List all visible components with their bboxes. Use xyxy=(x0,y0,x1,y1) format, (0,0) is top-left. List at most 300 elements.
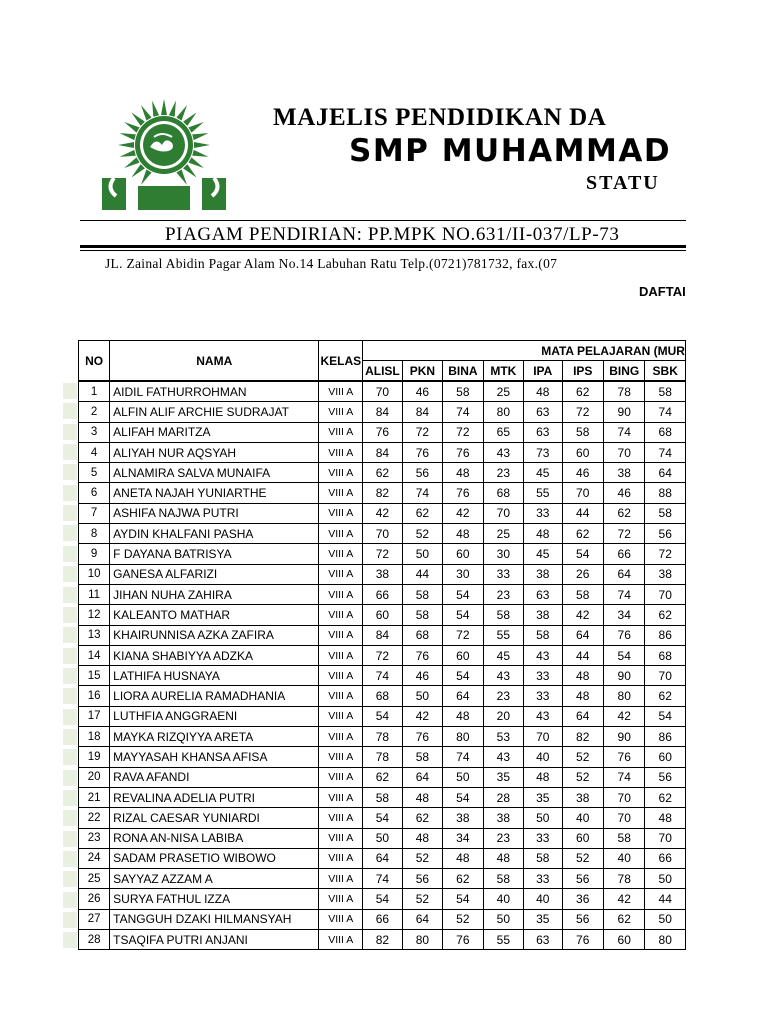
table-row xyxy=(79,808,686,828)
score-cell: 55 xyxy=(524,483,562,503)
score-cell: 42 xyxy=(443,503,483,523)
row-marker xyxy=(63,607,77,623)
score-cell: 74 xyxy=(363,666,402,686)
score-cell: 35 xyxy=(524,909,562,929)
table-row xyxy=(79,483,686,503)
score-cell: 76 xyxy=(443,483,483,503)
score-cell: 82 xyxy=(562,727,603,747)
row-marker xyxy=(63,749,77,765)
row-marker xyxy=(63,505,77,521)
score-cell: 46 xyxy=(402,666,442,686)
class-cell: VIII A xyxy=(319,808,363,828)
score-cell: 84 xyxy=(363,625,402,645)
row-marker xyxy=(63,790,77,806)
score-cell: 60 xyxy=(363,605,402,625)
student-name: SAYYAZ AZZAM A xyxy=(110,869,319,889)
student-name: ALIFAH MARITZA xyxy=(110,422,319,442)
score-cell: 62 xyxy=(645,787,686,807)
score-cell: 78 xyxy=(363,727,402,747)
table-row xyxy=(79,828,686,848)
score-cell: 63 xyxy=(524,584,562,604)
score-cell: 70 xyxy=(603,787,644,807)
score-cell: 64 xyxy=(443,686,483,706)
score-cell: 86 xyxy=(645,625,686,645)
score-cell: 78 xyxy=(603,869,644,889)
score-cell: 65 xyxy=(483,422,523,442)
score-cell: 60 xyxy=(603,930,644,950)
score-cell: 62 xyxy=(603,909,644,929)
score-cell: 76 xyxy=(443,930,483,950)
score-cell: 54 xyxy=(363,706,402,726)
score-cell: 48 xyxy=(402,828,442,848)
score-cell: 43 xyxy=(524,645,562,665)
table-row xyxy=(79,625,686,645)
table-row xyxy=(79,848,686,868)
row-marker xyxy=(63,383,77,399)
score-cell: 42 xyxy=(603,706,644,726)
table-row xyxy=(79,524,686,544)
row-number: 21 xyxy=(79,787,110,807)
score-cell: 58 xyxy=(402,747,442,767)
class-cell: VIII A xyxy=(319,706,363,726)
score-cell: 70 xyxy=(483,503,523,523)
row-number: 15 xyxy=(79,666,110,686)
score-cell: 90 xyxy=(603,402,644,422)
subject-header: IPA xyxy=(524,361,562,382)
table-row xyxy=(79,503,686,523)
table-row xyxy=(79,889,686,909)
score-cell: 46 xyxy=(562,463,603,483)
score-cell: 78 xyxy=(363,747,402,767)
score-cell: 70 xyxy=(562,483,603,503)
table-row xyxy=(79,442,686,462)
class-cell: VIII A xyxy=(319,625,363,645)
score-cell: 68 xyxy=(645,422,686,442)
score-cell: 86 xyxy=(645,727,686,747)
score-cell: 72 xyxy=(443,422,483,442)
score-cell: 52 xyxy=(562,848,603,868)
score-cell: 64 xyxy=(603,564,644,584)
organization-title: MAJELIS PENDIDIKAN DA xyxy=(273,104,607,131)
score-cell: 56 xyxy=(562,909,603,929)
score-cell: 38 xyxy=(603,463,644,483)
score-cell: 48 xyxy=(524,381,562,402)
row-number: 23 xyxy=(79,828,110,848)
table-row xyxy=(79,422,686,442)
score-cell: 55 xyxy=(483,625,523,645)
score-cell: 84 xyxy=(363,442,402,462)
score-cell: 44 xyxy=(645,889,686,909)
row-marker xyxy=(63,871,77,887)
class-cell: VIII A xyxy=(319,930,363,950)
subject-header: MTK xyxy=(483,361,523,382)
class-cell: VIII A xyxy=(319,767,363,787)
student-name: ANETA NAJAH YUNIARTHE xyxy=(110,483,319,503)
score-cell: 70 xyxy=(363,381,402,402)
row-number: 14 xyxy=(79,645,110,665)
row-marker xyxy=(63,851,77,867)
row-marker xyxy=(63,566,77,582)
score-cell: 48 xyxy=(483,848,523,868)
score-cell: 64 xyxy=(363,848,402,868)
score-cell: 76 xyxy=(603,747,644,767)
score-cell: 78 xyxy=(603,381,644,402)
table-row xyxy=(79,564,686,584)
class-cell: VIII A xyxy=(319,483,363,503)
score-cell: 64 xyxy=(562,625,603,645)
row-number: 12 xyxy=(79,605,110,625)
class-cell: VIII A xyxy=(319,828,363,848)
row-marker xyxy=(63,831,77,847)
school-name: SMP MUHAMMAD xyxy=(349,133,672,169)
row-number: 9 xyxy=(79,544,110,564)
student-name: ASHIFA NAJWA PUTRI xyxy=(110,503,319,523)
score-cell: 50 xyxy=(402,686,442,706)
school-address: JL. Zainal Abidin Pagar Alam No.14 Labuhan Ratu Telp.(0721)781732, fax.(07 xyxy=(105,256,558,271)
student-name: KALEANTO MATHAR xyxy=(110,605,319,625)
table-row xyxy=(79,909,686,929)
class-cell: VIII A xyxy=(319,402,363,422)
score-cell: 50 xyxy=(363,828,402,848)
table-row xyxy=(79,605,686,625)
score-cell: 76 xyxy=(363,422,402,442)
score-cell: 74 xyxy=(603,584,644,604)
table-row xyxy=(79,666,686,686)
score-cell: 76 xyxy=(443,442,483,462)
score-cell: 70 xyxy=(603,808,644,828)
grades-table xyxy=(78,340,686,950)
class-cell: VIII A xyxy=(319,848,363,868)
class-cell: VIII A xyxy=(319,747,363,767)
score-cell: 74 xyxy=(645,442,686,462)
class-cell: VIII A xyxy=(319,503,363,523)
row-marker xyxy=(63,546,77,562)
student-name: GANESA ALFARIZI xyxy=(110,564,319,584)
class-cell: VIII A xyxy=(319,787,363,807)
class-cell: VIII A xyxy=(319,584,363,604)
row-marker xyxy=(63,932,77,948)
row-number: 10 xyxy=(79,564,110,584)
score-cell: 68 xyxy=(363,686,402,706)
score-cell: 74 xyxy=(443,747,483,767)
score-cell: 50 xyxy=(645,909,686,929)
score-cell: 40 xyxy=(562,808,603,828)
score-cell: 62 xyxy=(603,503,644,523)
row-marker xyxy=(63,709,77,725)
score-cell: 50 xyxy=(483,909,523,929)
row-number: 11 xyxy=(79,584,110,604)
row-number: 27 xyxy=(79,909,110,929)
score-cell: 55 xyxy=(483,930,523,950)
row-marker xyxy=(63,729,77,745)
score-cell: 66 xyxy=(363,584,402,604)
score-cell: 42 xyxy=(603,889,644,909)
row-number: 17 xyxy=(79,706,110,726)
score-cell: 82 xyxy=(363,483,402,503)
score-cell: 44 xyxy=(402,564,442,584)
class-cell: VIII A xyxy=(319,889,363,909)
score-cell: 43 xyxy=(483,666,523,686)
score-cell: 74 xyxy=(443,402,483,422)
score-cell: 33 xyxy=(524,686,562,706)
column-header-mata-pelajaran: MATA PELAJARAN (MUR xyxy=(363,341,686,361)
row-marker xyxy=(63,668,77,684)
score-cell: 66 xyxy=(603,544,644,564)
score-cell: 48 xyxy=(562,666,603,686)
row-number: 26 xyxy=(79,889,110,909)
score-cell: 80 xyxy=(603,686,644,706)
score-cell: 76 xyxy=(402,645,442,665)
score-cell: 25 xyxy=(483,524,523,544)
score-cell: 74 xyxy=(603,767,644,787)
student-name: REVALINA ADELIA PUTRI xyxy=(110,787,319,807)
score-cell: 48 xyxy=(443,463,483,483)
subject-header: SBK xyxy=(645,361,686,382)
row-number: 22 xyxy=(79,808,110,828)
table-row xyxy=(79,706,686,726)
row-marker xyxy=(63,688,77,704)
score-cell: 45 xyxy=(483,645,523,665)
score-cell: 74 xyxy=(603,422,644,442)
row-number: 7 xyxy=(79,503,110,523)
score-cell: 76 xyxy=(402,442,442,462)
subject-header: PKN xyxy=(402,361,442,382)
header-divider-top xyxy=(80,220,686,221)
score-cell: 82 xyxy=(363,930,402,950)
class-cell: VIII A xyxy=(319,909,363,929)
table-row xyxy=(79,402,686,422)
table-row xyxy=(79,869,686,889)
score-cell: 60 xyxy=(645,747,686,767)
score-cell: 70 xyxy=(363,524,402,544)
score-cell: 50 xyxy=(645,869,686,889)
document-title: DAFTAI xyxy=(639,284,686,299)
score-cell: 54 xyxy=(443,584,483,604)
row-marker xyxy=(63,892,77,908)
score-cell: 80 xyxy=(443,727,483,747)
student-name: JIHAN NUHA ZAHIRA xyxy=(110,584,319,604)
score-cell: 23 xyxy=(483,686,523,706)
table-row xyxy=(79,645,686,665)
score-cell: 50 xyxy=(402,544,442,564)
score-cell: 40 xyxy=(483,889,523,909)
score-cell: 52 xyxy=(562,767,603,787)
student-name: ALIYAH NUR AQSYAH xyxy=(110,442,319,462)
score-cell: 60 xyxy=(562,828,603,848)
score-cell: 62 xyxy=(443,869,483,889)
score-cell: 38 xyxy=(443,808,483,828)
row-number: 4 xyxy=(79,442,110,462)
score-cell: 40 xyxy=(603,848,644,868)
score-cell: 58 xyxy=(645,381,686,402)
score-cell: 38 xyxy=(524,605,562,625)
score-cell: 54 xyxy=(562,544,603,564)
muhammadiyah-logo-icon xyxy=(94,98,234,212)
table-row xyxy=(79,544,686,564)
score-cell: 45 xyxy=(524,463,562,483)
score-cell: 20 xyxy=(483,706,523,726)
score-cell: 68 xyxy=(645,645,686,665)
row-marker xyxy=(63,525,77,541)
score-cell: 42 xyxy=(562,605,603,625)
score-cell: 62 xyxy=(363,767,402,787)
score-cell: 52 xyxy=(562,747,603,767)
score-cell: 80 xyxy=(645,930,686,950)
score-cell: 64 xyxy=(402,909,442,929)
score-cell: 52 xyxy=(443,909,483,929)
score-cell: 60 xyxy=(443,544,483,564)
score-cell: 54 xyxy=(363,808,402,828)
score-cell: 60 xyxy=(443,645,483,665)
score-cell: 70 xyxy=(645,828,686,848)
header-divider-thick xyxy=(80,245,686,248)
row-marker xyxy=(63,770,77,786)
subject-header: IPS xyxy=(562,361,603,382)
score-cell: 54 xyxy=(363,889,402,909)
score-cell: 42 xyxy=(402,706,442,726)
score-cell: 72 xyxy=(363,645,402,665)
score-cell: 33 xyxy=(524,869,562,889)
score-cell: 33 xyxy=(483,564,523,584)
score-cell: 35 xyxy=(524,787,562,807)
student-name: ALNAMIRA SALVA MUNAIFA xyxy=(110,463,319,483)
score-cell: 88 xyxy=(645,483,686,503)
score-cell: 54 xyxy=(645,706,686,726)
student-name: RONA AN-NISA LABIBA xyxy=(110,828,319,848)
score-cell: 70 xyxy=(645,666,686,686)
score-cell: 56 xyxy=(562,869,603,889)
score-cell: 62 xyxy=(562,381,603,402)
student-name: SURYA FATHUL IZZA xyxy=(110,889,319,909)
column-header-kelas: KELAS xyxy=(319,341,363,382)
row-number: 6 xyxy=(79,483,110,503)
score-cell: 84 xyxy=(402,402,442,422)
score-cell: 38 xyxy=(645,564,686,584)
student-name: ALFIN ALIF ARCHIE SUDRAJAT xyxy=(110,402,319,422)
class-cell: VIII A xyxy=(319,442,363,462)
student-name: RAVA AFANDI xyxy=(110,767,319,787)
score-cell: 40 xyxy=(524,889,562,909)
score-cell: 58 xyxy=(603,828,644,848)
score-cell: 48 xyxy=(645,808,686,828)
score-cell: 48 xyxy=(524,524,562,544)
score-cell: 48 xyxy=(562,686,603,706)
row-marker xyxy=(63,587,77,603)
score-cell: 68 xyxy=(483,483,523,503)
row-number: 1 xyxy=(79,381,110,402)
table-row xyxy=(79,930,686,950)
row-number: 8 xyxy=(79,524,110,544)
score-cell: 45 xyxy=(524,544,562,564)
row-marker xyxy=(63,648,77,664)
row-number: 5 xyxy=(79,463,110,483)
row-marker xyxy=(63,464,77,480)
subject-header: ALISL xyxy=(363,361,402,382)
score-cell: 63 xyxy=(524,402,562,422)
row-number: 20 xyxy=(79,767,110,787)
row-marker xyxy=(63,810,77,826)
score-cell: 74 xyxy=(402,483,442,503)
score-cell: 50 xyxy=(443,767,483,787)
score-cell: 80 xyxy=(402,930,442,950)
row-marker xyxy=(63,424,77,440)
score-cell: 52 xyxy=(402,848,442,868)
score-cell: 46 xyxy=(603,483,644,503)
score-cell: 38 xyxy=(562,787,603,807)
row-marker xyxy=(63,912,77,928)
score-cell: 33 xyxy=(524,666,562,686)
row-number: 25 xyxy=(79,869,110,889)
row-marker xyxy=(63,627,77,643)
student-name: F DAYANA BATRISYA xyxy=(110,544,319,564)
score-cell: 54 xyxy=(443,666,483,686)
class-cell: VIII A xyxy=(319,605,363,625)
score-cell: 72 xyxy=(645,544,686,564)
score-cell: 34 xyxy=(443,828,483,848)
score-cell: 62 xyxy=(645,686,686,706)
table-row xyxy=(79,381,686,402)
table-row xyxy=(79,727,686,747)
student-name: MAYKA RIZQIYYA ARETA xyxy=(110,727,319,747)
score-cell: 52 xyxy=(402,524,442,544)
subject-header: BING xyxy=(603,361,644,382)
score-cell: 90 xyxy=(603,666,644,686)
score-cell: 58 xyxy=(483,605,523,625)
class-cell: VIII A xyxy=(319,544,363,564)
score-cell: 73 xyxy=(524,442,562,462)
score-cell: 33 xyxy=(524,828,562,848)
score-cell: 25 xyxy=(483,381,523,402)
score-cell: 80 xyxy=(483,402,523,422)
row-marker xyxy=(63,403,77,419)
score-cell: 42 xyxy=(363,503,402,523)
score-cell: 64 xyxy=(402,767,442,787)
score-cell: 58 xyxy=(524,625,562,645)
score-cell: 52 xyxy=(402,889,442,909)
score-cell: 84 xyxy=(363,402,402,422)
class-cell: VIII A xyxy=(319,463,363,483)
score-cell: 90 xyxy=(603,727,644,747)
score-cell: 58 xyxy=(645,503,686,523)
score-cell: 38 xyxy=(363,564,402,584)
score-cell: 58 xyxy=(524,848,562,868)
score-cell: 72 xyxy=(402,422,442,442)
score-cell: 62 xyxy=(402,808,442,828)
score-cell: 48 xyxy=(402,787,442,807)
score-cell: 36 xyxy=(562,889,603,909)
score-cell: 43 xyxy=(483,442,523,462)
charter-line: PIAGAM PENDIRIAN: PP.MPK NO.631/II-037/LP-73 xyxy=(165,224,620,245)
score-cell: 43 xyxy=(524,706,562,726)
score-cell: 40 xyxy=(524,747,562,767)
score-cell: 76 xyxy=(562,930,603,950)
score-cell: 30 xyxy=(443,564,483,584)
student-name: LATHIFA HUSNAYA xyxy=(110,666,319,686)
student-name: LIORA AURELIA RAMADHANIA xyxy=(110,686,319,706)
score-cell: 46 xyxy=(402,381,442,402)
score-cell: 54 xyxy=(443,605,483,625)
score-cell: 76 xyxy=(603,625,644,645)
class-cell: VIII A xyxy=(319,564,363,584)
score-cell: 62 xyxy=(562,524,603,544)
score-cell: 72 xyxy=(443,625,483,645)
score-cell: 70 xyxy=(524,727,562,747)
row-number: 24 xyxy=(79,848,110,868)
score-cell: 26 xyxy=(562,564,603,584)
student-name: KIANA SHABIYYA ADZKA xyxy=(110,645,319,665)
score-cell: 70 xyxy=(645,584,686,604)
score-cell: 58 xyxy=(483,869,523,889)
